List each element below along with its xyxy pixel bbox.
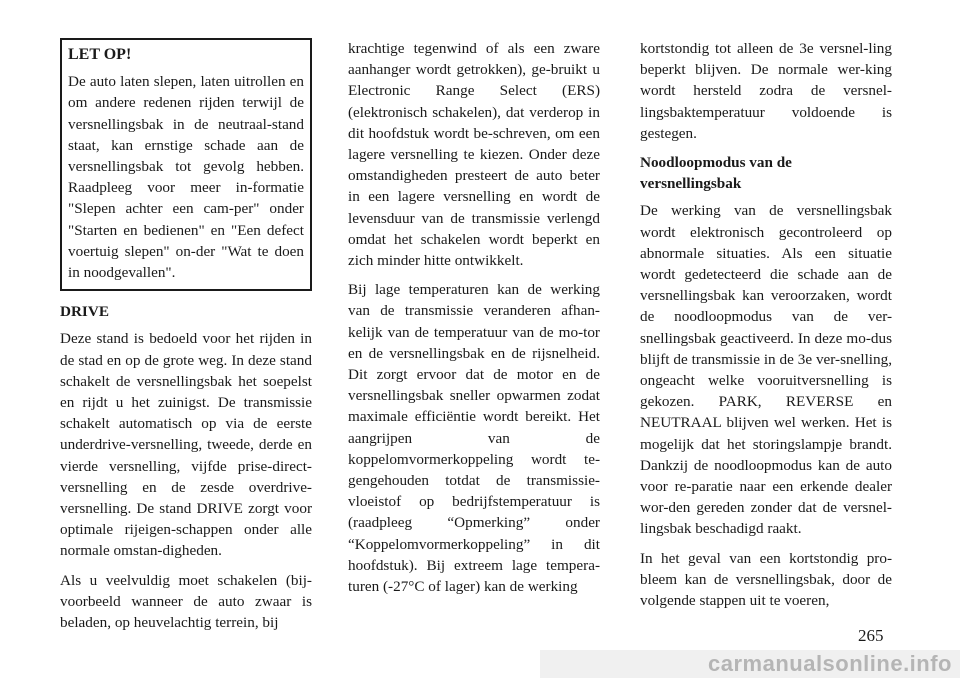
paragraph: kortstondig tot alleen de 3e versnel-ling beperkt blijven. De normale wer-king wordt hersteld zodra de versnel-lingsbaktemperatuur voldoende is gestegen. <box>640 40 892 142</box>
paragraph: De werking van de versnellingsbak wordt elektronisch gecontroleerd op abnormale situaties. Als een situatie wordt gedetecteerd die schade aan de versnellingsbak kan veroorzaken, wordt de noodloopmodus van de ver-snellingsbak geactiveerd. In deze mo-dus blijft de transmissie in de 3e ver-snelling, ongeacht welke vooruitversnelling is gekozen. PARK, REVERSE en NEUTRAAL blijven wel werken. Het is mogelijk dat het storingslampje brandt. Dankzij de noodloopmodus kan de auto voor re-paratie naar een erkende dealer wor-den gereden zonder dat de versnel-lingsbak beschadigd raakt. <box>640 202 892 538</box>
warning-box <box>60 38 312 291</box>
warning-title: LET OP! <box>68 46 132 63</box>
watermark: carmanualsonline.info <box>540 650 960 678</box>
paragraph: krachtige tegenwind of als een zware aanhanger wordt getrokken), ge-bruikt u Electronic Range Select (ERS) (elektronisch schakelen), dat verderop in dit hoofdstuk wordt be-schreven, om een lagere versnelling te kiezen. Onder deze omstandigheden presteert de auto beter in een lagere versnelling en wordt de levensduur van de transmissie verlengd omdat het schakelen wordt beperkt en zich minder hitte ontwikkelt. <box>348 40 600 270</box>
warning-text: De auto laten slepen, laten uitrollen en om andere redenen rijden terwijl de versnellingsbak in de neutraal-stand staat, kan ernstige schade aan de versnellingsbak tot gevolg hebben. Raadpleeg voor meer in-formatie "Slepen achter een cam-per" onder "Starten en bedienen" en "Een defect voertuig slepen" on-der "Wat te doen in noodgevallen". <box>68 73 304 282</box>
section-heading-noodloopmodus: Noodloopmodus van de versnellingsbak <box>640 154 792 193</box>
column-1 <box>60 38 312 641</box>
paragraph: Bij lage temperaturen kan de werking van de transmissie veranderen afhan-kelijk van de temperatuur van de mo-tor en de versnellingsbak en de rijsnelheid. Dit zorgt ervoor dat de motor en de versnellingsbak sneller opwarmen zodat maximale efficiëntie wordt bereikt. Het aangrijpen van de koppelomvormerkoppeling wordt te-gengehouden totdat de transmissie-vloeistof op bedrijfstemperatuur is (raadpleeg “Opmerking” onder “Koppelomvormerkoppeling” in dit hoofdstuk). Bij extreem lage tempera-turen (-27°C of lager) kan de werking <box>348 281 600 596</box>
paragraph: Deze stand is bedoeld voor het rijden in de stad en op de grote weg. In deze stand schakelt de versnellingsbak het soepelst en rijdt u het zuinigst. De transmissie schakelt automatisch op via de eerste underdrive-versnelling, tweede, derde en vierde versnelling, vijfde prise-direct-versnelling en de zesde overdrive-versnelling. De stand DRIVE zorgt voor optimale rijeigen-schappen onder alle normale omstan-digheden. <box>60 330 312 560</box>
column-3 <box>640 38 892 619</box>
column-2 <box>348 38 600 605</box>
section-heading-drive: DRIVE <box>60 303 109 321</box>
paragraph: In het geval van een kortstondig pro-bleem kan de versnellingsbak, door de volgende stappen uit te voeren, <box>640 549 892 610</box>
paragraph: Als u veelvuldig moet schakelen (bij-voorbeeld wanneer de auto zwaar is beladen, op heuvelachtig terrein, bij <box>60 571 312 632</box>
page-number: 265 <box>858 626 884 645</box>
